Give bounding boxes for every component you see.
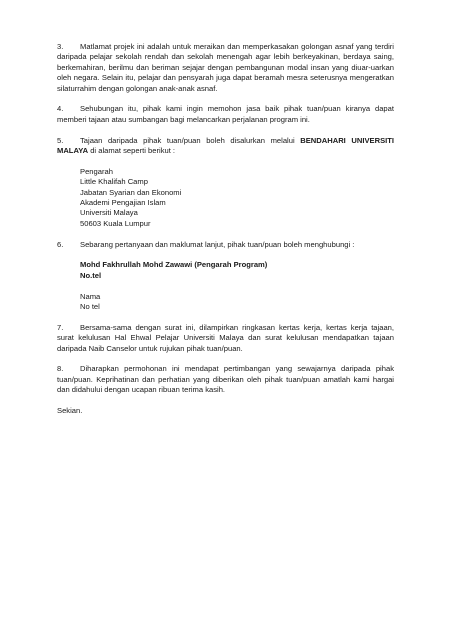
paragraph-text: Bersama-sama dengan surat ini, dilampirkan ringkasan kertas kerja, kertas kerja tajaan, surat kelulusan Hal Ehwal Pelajar Universiti Malaya dan surat kelulusan mendapatkan tajaan daripada Naib Canselor untuk rujukan pihak tuan/puan. xyxy=(57,322,394,353)
paragraph-4 xyxy=(57,104,394,125)
paragraph-3 xyxy=(57,42,394,94)
paragraph-text: Diharapkan permohonan ini mendapat pertimbangan yang sewajarnya daripada pihak tuan/puan. Keprihatinan dan perhatian yang diberikan oleh pihak tuan/puan amatlah kami hargai dan didahului dengan ucapan ribuan terima kasih. xyxy=(57,364,394,395)
paragraph-7 xyxy=(57,323,394,354)
address-line: Little Khalifah Camp xyxy=(80,177,148,187)
paragraph-text: Matlamat projek ini adalah untuk meraikan dan memperkasakan golongan asnaf yang terdiri daripada pelajar sekolah rendah dan sekolah menengah agar lebih berkeyakinan, berdaya saing, berkemahiran, berilmu dan beriman sejajar dengan pembangunan modal insan yang diuar-uarkan oleh negara. Selain itu, pelajar dan pensyarah juga dapat beramah mesra seterusnya mengeratkan silaturrahim dengan golongan anak-anak asnaf. xyxy=(57,42,394,93)
contact-block-2 xyxy=(80,292,394,313)
paragraph-5 xyxy=(57,136,394,157)
address-line: 50603 Kuala Lumpur xyxy=(80,218,151,228)
paragraph-text: Tajaan daripada pihak tuan/puan boleh disalurkan melalui xyxy=(80,135,301,145)
paragraph-6 xyxy=(57,240,394,250)
address-line: Universiti Malaya xyxy=(80,208,138,218)
address-line: Pengarah xyxy=(80,166,113,176)
contact-tel: No tel xyxy=(80,302,100,312)
letter-body xyxy=(57,42,394,427)
paragraph-number: 4. xyxy=(57,104,64,114)
paragraph-8 xyxy=(57,364,394,395)
paragraph-number: 7. xyxy=(57,322,64,332)
contact-name: Mohd Fakhrullah Mohd Zawawi (Pengarah Program) xyxy=(80,260,268,270)
contact-block-1 xyxy=(80,260,394,281)
paragraph-number: 5. xyxy=(57,135,64,145)
paragraph-number: 6. xyxy=(57,239,64,249)
closing: Sekian. xyxy=(57,406,83,416)
contact-name: Nama xyxy=(80,291,101,301)
paragraph-text: Sebarang pertanyaan dan maklumat lanjut, pihak tuan/puan boleh menghubungi : xyxy=(80,239,355,249)
paragraph-number: 8. xyxy=(57,364,64,374)
payee-name: BENDAHARI UNIVERSITI MALAYA xyxy=(57,135,394,156)
paragraph-text: di alamat seperti berikut : xyxy=(88,146,176,156)
paragraph-number: 3. xyxy=(57,42,64,51)
address-line: Jabatan Syarian dan Ekonomi xyxy=(80,187,182,197)
paragraph-text: Sehubungan itu, pihak kami ingin memohon jasa baik pihak tuan/puan kiranya dapat memberi tajaan atau sumbangan bagi melancarkan perjalanan program ini. xyxy=(57,104,394,124)
address-block xyxy=(80,167,394,229)
address-line: Akademi Pengajian Islam xyxy=(80,198,166,208)
contact-tel: No.tel xyxy=(80,270,102,280)
